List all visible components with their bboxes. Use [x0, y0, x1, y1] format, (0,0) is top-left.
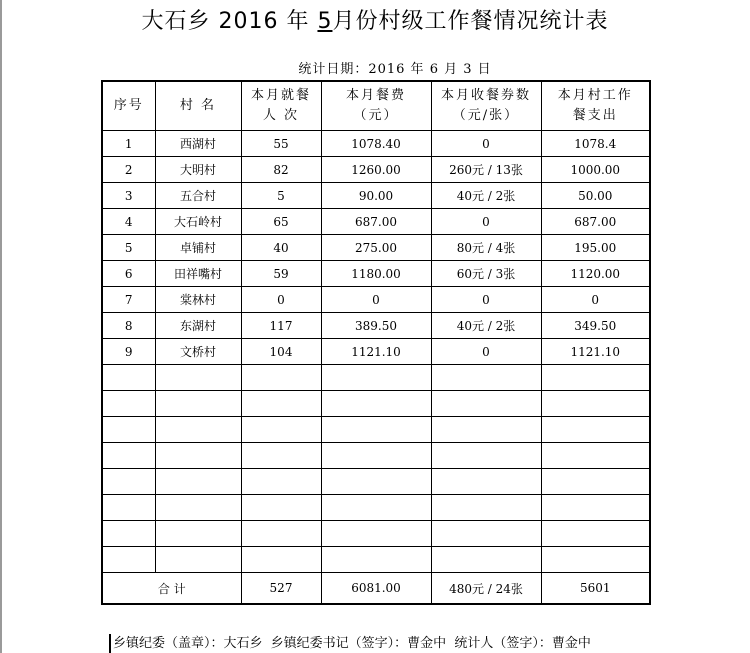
- header-expense: [541, 81, 650, 131]
- header-expense-line2: 餐支出: [572, 108, 618, 123]
- cell-people: 117: [241, 313, 321, 339]
- cell-seq: [102, 417, 155, 443]
- cell-expense: [541, 521, 650, 547]
- cell-seq: 8: [102, 313, 155, 339]
- cell-village: 田祥嘴村: [155, 261, 241, 287]
- cell-seq: 1: [102, 131, 155, 157]
- cell-village: [155, 521, 241, 547]
- signature-footer: [109, 634, 595, 653]
- cell-coupons: 0: [431, 209, 541, 235]
- table-row: [102, 183, 650, 209]
- cell-seq: [102, 443, 155, 469]
- totals-expense: 5601: [541, 573, 650, 605]
- cell-seq: [102, 469, 155, 495]
- title-suffix: 月份村级工作餐情况统计表: [332, 9, 609, 34]
- empty-row: [102, 417, 650, 443]
- header-people-line2: 人 次: [262, 108, 300, 123]
- cell-expense: [541, 417, 650, 443]
- cell-seq: 4: [102, 209, 155, 235]
- table-row: [102, 261, 650, 287]
- totals-cost: 6081.00: [321, 573, 431, 605]
- cell-seq: 5: [102, 235, 155, 261]
- table-row: [102, 313, 650, 339]
- cell-coupons: [431, 469, 541, 495]
- header-coupons: [431, 81, 541, 131]
- table-row: [102, 235, 650, 261]
- cell-expense: [541, 365, 650, 391]
- cell-village: [155, 547, 241, 573]
- header-village: 村 名: [155, 81, 241, 131]
- cell-people: [241, 417, 321, 443]
- empty-row: [102, 547, 650, 573]
- cell-cost: 0: [321, 287, 431, 313]
- left-border: [0, 0, 2, 653]
- cell-people: 5: [241, 183, 321, 209]
- cell-village: 卓铺村: [155, 235, 241, 261]
- cell-village: [155, 469, 241, 495]
- cell-cost: [321, 443, 431, 469]
- cell-village: 大明村: [155, 157, 241, 183]
- cell-expense: 0: [541, 287, 650, 313]
- cell-coupons: 80元 / 4张: [431, 235, 541, 261]
- table-row: [102, 131, 650, 157]
- cell-expense: 50.00: [541, 183, 650, 209]
- empty-row: [102, 469, 650, 495]
- empty-row: [102, 391, 650, 417]
- cell-expense: 1000.00: [541, 157, 650, 183]
- cell-village: [155, 495, 241, 521]
- cell-people: 55: [241, 131, 321, 157]
- cell-coupons: 40元 / 2张: [431, 183, 541, 209]
- cell-cost: [321, 495, 431, 521]
- cell-expense: [541, 391, 650, 417]
- cell-seq: 3: [102, 183, 155, 209]
- header-people-line1: 本月就餐: [250, 88, 311, 103]
- cell-village: 西湖村: [155, 131, 241, 157]
- cell-village: 五合村: [155, 183, 241, 209]
- cell-seq: [102, 495, 155, 521]
- cell-people: [241, 391, 321, 417]
- cell-village: [155, 365, 241, 391]
- cell-coupons: 40元 / 2张: [431, 313, 541, 339]
- totals-row: [102, 573, 650, 605]
- cell-expense: 349.50: [541, 313, 650, 339]
- cell-seq: [102, 365, 155, 391]
- cell-coupons: 0: [431, 287, 541, 313]
- cell-seq: [102, 521, 155, 547]
- empty-row: [102, 521, 650, 547]
- cell-coupons: [431, 495, 541, 521]
- cell-village: 文桥村: [155, 339, 241, 365]
- cell-people: 40: [241, 235, 321, 261]
- cell-people: [241, 443, 321, 469]
- meal-stats-table: [101, 80, 651, 605]
- totals-coupons: 480元 / 24张: [431, 573, 541, 605]
- cell-cost: [321, 365, 431, 391]
- totals-label: 合 计: [102, 573, 241, 605]
- empty-row: [102, 443, 650, 469]
- cell-seq: 9: [102, 339, 155, 365]
- cell-seq: 2: [102, 157, 155, 183]
- cell-coupons: [431, 547, 541, 573]
- cell-cost: 1180.00: [321, 261, 431, 287]
- cell-cost: [321, 547, 431, 573]
- cell-people: 104: [241, 339, 321, 365]
- cell-expense: 1120.00: [541, 261, 650, 287]
- header-people: [241, 81, 321, 131]
- page-title: [0, 4, 750, 35]
- cell-cost: [321, 391, 431, 417]
- cell-people: 65: [241, 209, 321, 235]
- cell-seq: [102, 547, 155, 573]
- cell-cost: [321, 521, 431, 547]
- cell-coupons: 60元 / 3张: [431, 261, 541, 287]
- empty-row: [102, 495, 650, 521]
- cell-village: 东湖村: [155, 313, 241, 339]
- cell-cost: 1121.10: [321, 339, 431, 365]
- cell-village: [155, 443, 241, 469]
- cell-cost: 1078.40: [321, 131, 431, 157]
- header-cost-line1: 本月餐费: [345, 88, 406, 103]
- cell-expense: 687.00: [541, 209, 650, 235]
- cell-expense: [541, 469, 650, 495]
- header-cost-line2: （元）: [353, 108, 399, 123]
- cell-seq: 7: [102, 287, 155, 313]
- cell-cost: 687.00: [321, 209, 431, 235]
- footer-secretary: 乡镇纪委书记（签字）：曹金中: [270, 636, 447, 651]
- cell-people: 82: [241, 157, 321, 183]
- cell-people: 59: [241, 261, 321, 287]
- cell-coupons: [431, 521, 541, 547]
- footer-counter: 统计人（签字）：曹金中: [454, 636, 591, 651]
- cell-coupons: [431, 365, 541, 391]
- table-row: [102, 339, 650, 365]
- cell-expense: [541, 495, 650, 521]
- cell-expense: [541, 443, 650, 469]
- empty-row: [102, 365, 650, 391]
- totals-people: 527: [241, 573, 321, 605]
- cell-people: [241, 469, 321, 495]
- cell-village: [155, 391, 241, 417]
- cell-people: 0: [241, 287, 321, 313]
- header-coupons-line1: 本月收餐券数: [440, 88, 531, 103]
- cell-coupons: [431, 443, 541, 469]
- report-date: 统计日期：2016 年 6 月 3 日: [298, 62, 492, 77]
- cell-village: [155, 417, 241, 443]
- cell-people: [241, 365, 321, 391]
- cell-coupons: 260元 / 13张: [431, 157, 541, 183]
- cell-people: [241, 547, 321, 573]
- table-row: [102, 157, 650, 183]
- header-seq: 序号: [102, 81, 155, 131]
- header-expense-line1: 本月村工作: [557, 88, 633, 103]
- cell-coupons: 0: [431, 131, 541, 157]
- cell-expense: 1078.4: [541, 131, 650, 157]
- cell-cost: 275.00: [321, 235, 431, 261]
- cell-cost: [321, 417, 431, 443]
- cell-coupons: [431, 417, 541, 443]
- header-coupons-line2: （元/张）: [452, 108, 520, 123]
- cell-village: 大石岭村: [155, 209, 241, 235]
- cell-village: 棠林村: [155, 287, 241, 313]
- cell-cost: 1260.00: [321, 157, 431, 183]
- footer-committee: 乡镇纪委（盖章）：大石乡: [113, 636, 263, 651]
- cell-cost: 90.00: [321, 183, 431, 209]
- cell-seq: 6: [102, 261, 155, 287]
- cell-seq: [102, 391, 155, 417]
- cell-cost: 389.50: [321, 313, 431, 339]
- header-cost: [321, 81, 431, 131]
- cell-coupons: [431, 391, 541, 417]
- title-prefix: 大石乡 2016 年: [141, 9, 318, 34]
- cell-expense: [541, 547, 650, 573]
- header-row: [102, 81, 650, 131]
- table-row: [102, 287, 650, 313]
- table-row: [102, 209, 650, 235]
- cell-cost: [321, 469, 431, 495]
- title-month: 5: [317, 9, 333, 34]
- cell-people: [241, 495, 321, 521]
- cell-coupons: 0: [431, 339, 541, 365]
- cell-expense: 1121.10: [541, 339, 650, 365]
- cell-people: [241, 521, 321, 547]
- cell-expense: 195.00: [541, 235, 650, 261]
